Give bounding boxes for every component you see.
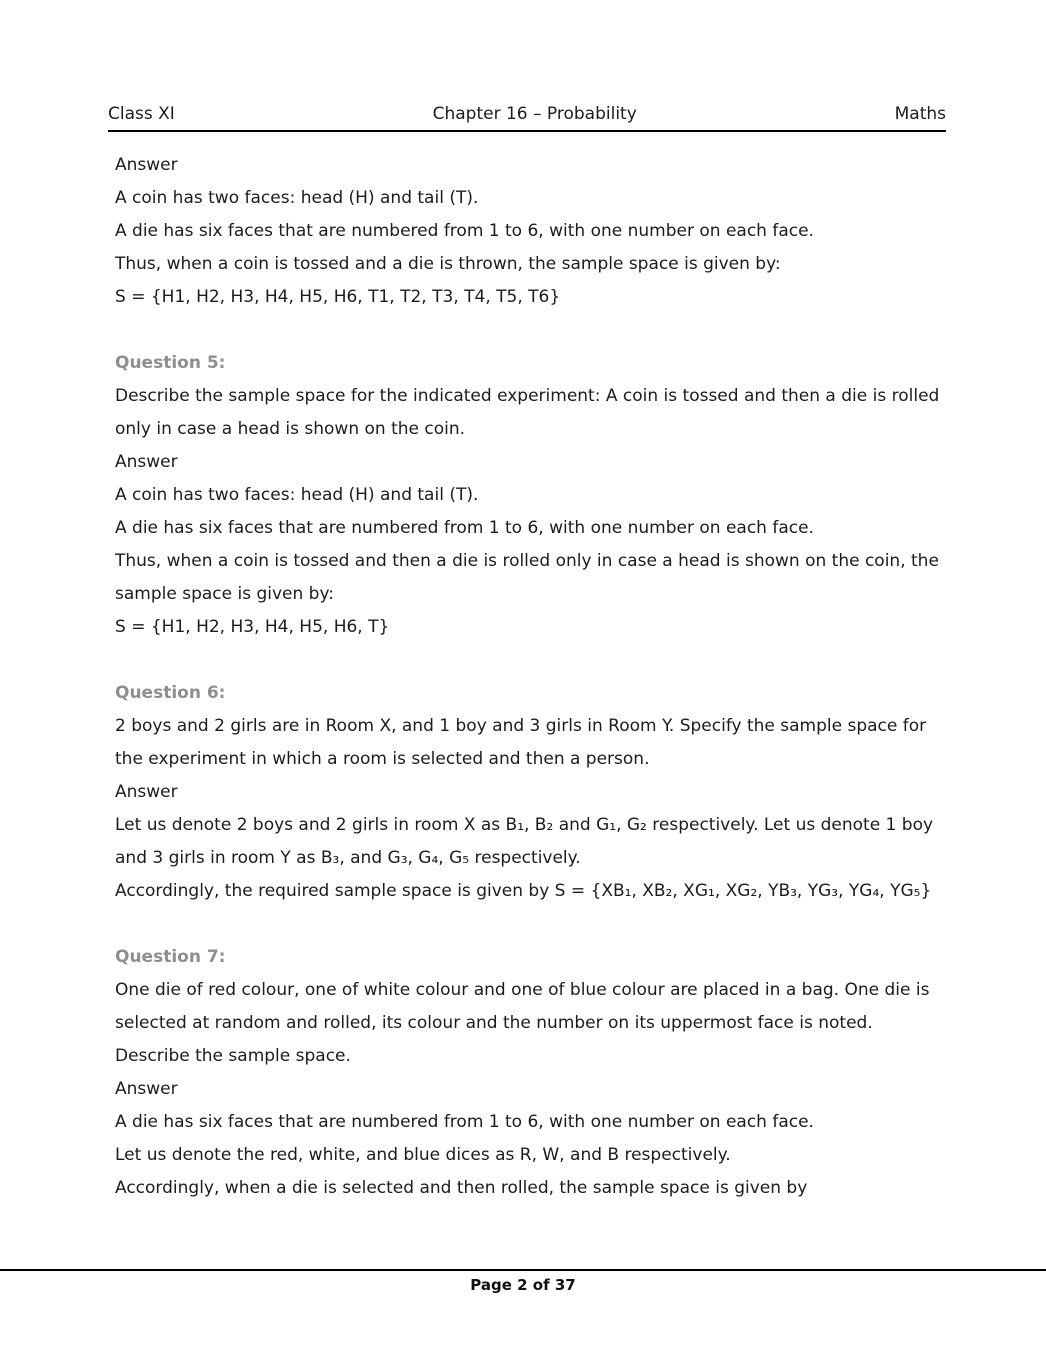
- question-6-heading: Question 6:: [115, 683, 226, 703]
- header-class-label: Class XI: [108, 104, 175, 124]
- question-7-block: [115, 941, 951, 1205]
- answer-text-line: Let us denote the red, white, and blue dices as R, W, and B respectively.: [115, 1145, 731, 1165]
- answer-text-line: Thus, when a coin is tossed and a die is thrown, the sample space is given by:: [115, 254, 781, 274]
- sample-space-text: S = {H1, H2, H3, H4, H5, H6, T1, T2, T3, T4, T5, T6}: [115, 287, 561, 307]
- question-5-block: [115, 347, 951, 644]
- page-number: Page 2 of 37: [470, 1276, 576, 1294]
- page-header: [108, 104, 946, 132]
- answer-label: Answer: [115, 452, 178, 472]
- answer-text-line: A die has six faces that are numbered from 1 to 6, with one number on each face.: [115, 221, 814, 241]
- header-chapter-title: Chapter 16 – Probability: [432, 104, 637, 124]
- question-text: 2 boys and 2 girls are in Room X, and 1 boy and 3 girls in Room Y. Specify the sample space for the experiment in which a room is selected and then a person.: [115, 716, 927, 769]
- answer-text-line: A die has six faces that are numbered from 1 to 6, with one number on each face.: [115, 1112, 814, 1132]
- answer-text-line: Accordingly, when a die is selected and then rolled, the sample space is given by: [115, 1178, 808, 1198]
- answer-label: Answer: [115, 155, 178, 175]
- sample-space-text: Accordingly, the required sample space is given by S = {XB₁, XB₂, XG₁, XG₂, YB₃, YG₃, YG₄, YG₅}: [115, 881, 932, 901]
- answer-text-line: Thus, when a coin is tossed and then a die is rolled only in case a head is shown on the coin, the sample space is given by:: [115, 551, 939, 604]
- question-4-answer-block: [115, 149, 951, 314]
- question-text: One die of red colour, one of white colour and one of blue colour are placed in a bag. One die is selected at random and rolled, its colour and the number on its uppermost face is noted. Describe the sample space.: [115, 980, 930, 1066]
- answer-text-line: A die has six faces that are numbered from 1 to 6, with one number on each face.: [115, 518, 814, 538]
- answer-text-line: A coin has two faces: head (H) and tail (T).: [115, 188, 479, 208]
- answer-label: Answer: [115, 1079, 178, 1099]
- page-content: [115, 149, 951, 1205]
- question-6-block: [115, 677, 951, 908]
- footer-divider: [0, 1269, 1046, 1271]
- answer-text-line: A coin has two faces: head (H) and tail (T).: [115, 485, 479, 505]
- header-subject-label: Maths: [894, 104, 946, 124]
- answer-text-line: Let us denote 2 boys and 2 girls in room X as B₁, B₂ and G₁, G₂ respectively. Let us denote 1 boy and 3 girls in room Y as B₃, and G₃, G₄, G₅ respectively.: [115, 815, 934, 868]
- answer-label: Answer: [115, 782, 178, 802]
- question-5-heading: Question 5:: [115, 353, 226, 373]
- question-text: Describe the sample space for the indicated experiment: A coin is tossed and then a die is rolled only in case a head is shown on the coin.: [115, 386, 940, 439]
- sample-space-text: S = {H1, H2, H3, H4, H5, H6, T}: [115, 617, 390, 637]
- question-7-heading: Question 7:: [115, 947, 226, 967]
